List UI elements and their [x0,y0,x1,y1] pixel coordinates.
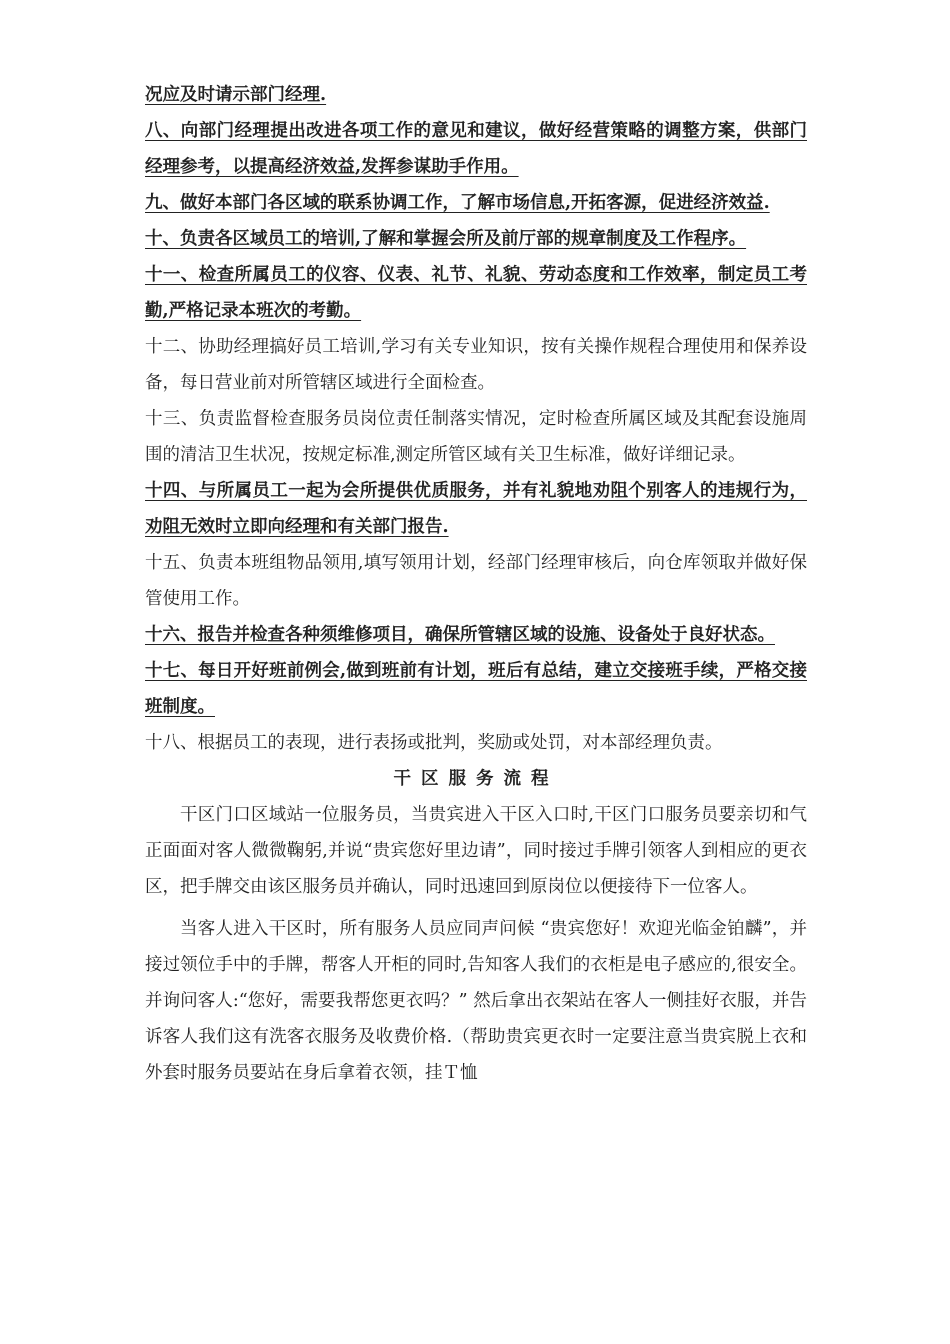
duty-item-18: 十八、根据员工的表现，进行表扬或批判，奖励或处罚，对本部经理负责。 [145,733,723,753]
duty-item-14: 十四、与所属员工一起为会所提供优质服务，并有礼貌地劝阻个别客人的违规行为，劝阻无效时立即向经理和有关部门报告. [145,481,807,537]
duty-item-13: 十三、负责监督检查服务员岗位责任制落实情况，定时检查所属区域及其配套设施周围的清洁卫生状况，按规定标准,测定所管区域有关卫生标准，做好详细记录。 [145,409,807,465]
duty-item-continued: 况应及时请示部门经理. [145,85,327,105]
body-paragraph-2: 当客人进入干区时，所有服务人员应同声问候 “贵宾您好！欢迎光临金铂麟”，并接过领位手中的手牌，帮客人开柜的同时,告知客人我们的衣柜是电子感应的,很安全。并询问客人:“您好，需要我帮您更衣吗？” 然后拿出衣架站在客人一侧挂好衣服，并告诉客人我们这有洗客衣服务及收费价格.（帮助贵宾更衣时一定要注意当贵宾脱上衣和外套时服务员要站在身后拿着衣领，挂Ｔ恤 [145,919,807,1083]
body-paragraph-1: 干区门口区域站一位服务员，当贵宾进入干区入口时,干区门口服务员要亲切和气正面面对客人微微鞠躬,并说“贵宾您好里边请”，同时接过手牌引领客人到相应的更衣区，把手牌交由该区服务员并确认，同时迅速回到原岗位以便接待下一位客人。 [145,805,807,897]
duty-item-17: 十七、每日开好班前例会,做到班前有计划，班后有总结，建立交接班手续，严格交接班制度。 [145,661,807,717]
duty-item-11: 十一、检查所属员工的仪容、仪表、礼节、礼貌、劳动态度和工作效率，制定员工考勤,严格记录本班次的考勤。 [145,265,807,321]
duty-item-10: 十、负责各区域员工的培训,了解和掌握会所及前厅部的规章制度及工作程序。 [145,229,747,249]
duty-item-8: 八、向部门经理提出改进各项工作的意见和建议，做好经营策略的调整方案，供部门经理参考，以提高经济效益,发挥参谋助手作用。 [145,121,807,177]
duty-item-16: 十六、报告并检查各种须维修项目，确保所管辖区域的设施、设备处于良好状态。 [145,625,775,645]
section-title: 干区服务流程 [393,769,559,789]
duty-item-15: 十五、负责本班组物品领用,填写领用计划，经部门经理审核后，向仓库领取并做好保管使用工作。 [145,553,807,609]
document-content [145,77,807,1091]
duty-item-9: 九、做好本部门各区域的联系协调工作，了解市场信息,开拓客源，促进经济效益. [145,193,770,213]
duty-item-12: 十二、协助经理搞好员工培训,学习有关专业知识，按有关操作规程合理使用和保养设备，每日营业前对所管辖区域进行全面检查。 [145,337,807,393]
